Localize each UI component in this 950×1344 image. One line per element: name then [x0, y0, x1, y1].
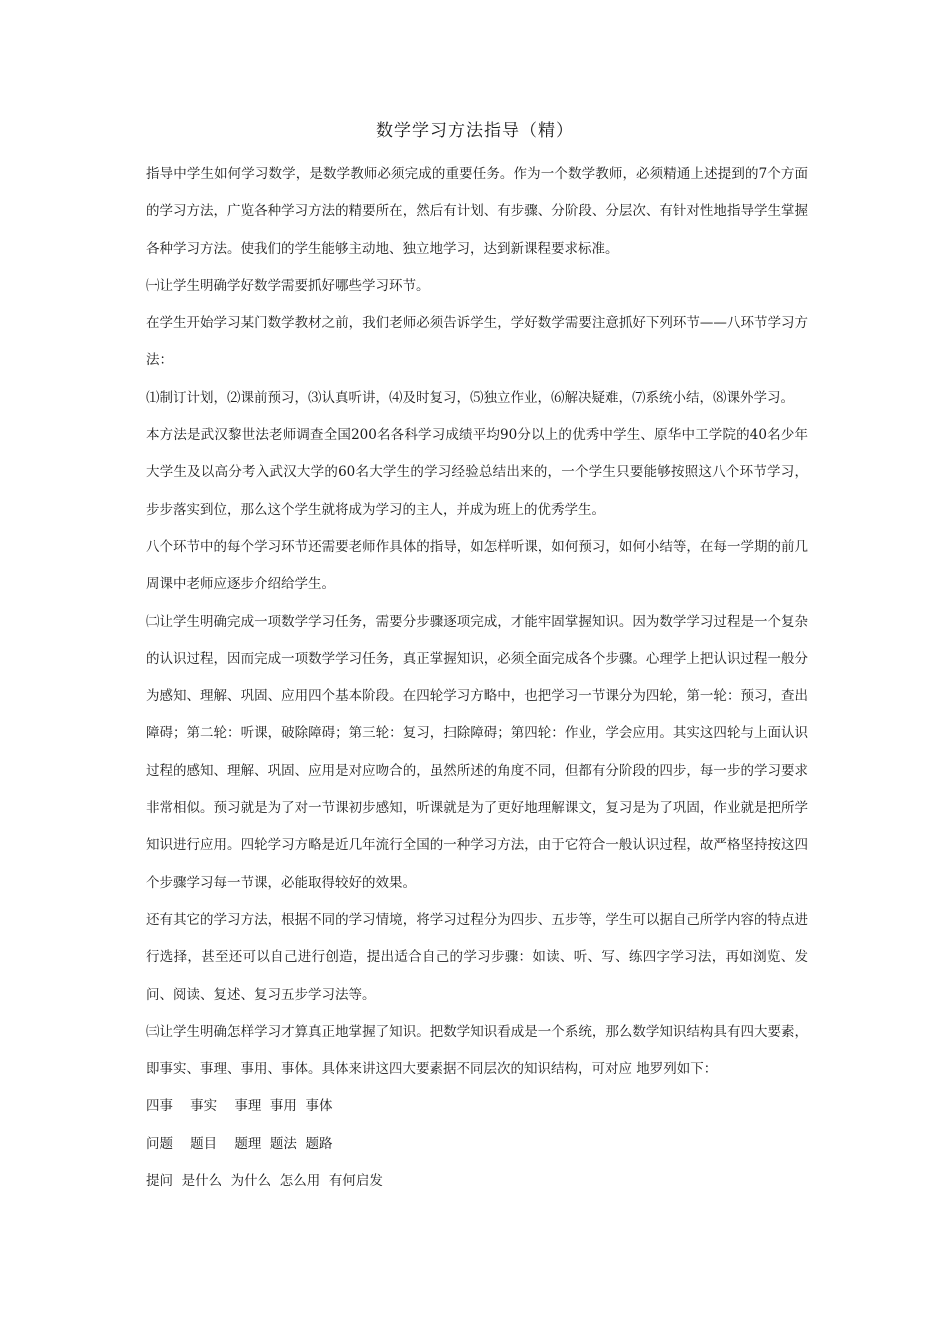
paragraph: ㈢让学生明确怎样学习才算真正地掌握了知识。把数学知识看成是一个系统，那么数学知识结构具有四大要素，即事实、事理、事用、事体。具体来讲这四大要素据不同层次的知识结构，可对应 地罗列如下： — [146, 1023, 808, 1078]
paragraph: 还有其它的学习方法，根据不同的学习情境，将学习过程分为四步、五步等，学生可以据自己所学内容的特点进行选择，甚至还可以自己进行创造，提出适合自己的学习步骤：如读、听、写、练四字学习法，再如浏览、发问、阅读、复述、复习五步学习法等。 — [146, 911, 808, 1003]
paragraph: ⑴制订计划，⑵课前预习，⑶认真听讲，⑷及时复习，⑸独立作业，⑹解决疑难，⑺系统小结，⑻课外学习。 — [146, 389, 794, 406]
table-row: 四事 事实 事理 事用 事体 — [146, 1098, 333, 1115]
document-body — [146, 156, 808, 1200]
table-row: 提问 是什么 为什么 怎么用 有何启发 — [146, 1173, 383, 1190]
paragraph: 在学生开始学习某门数学教材之前，我们老师必须告诉学生，学好数学需要注意抓好下列环节——八环节学习方法： — [146, 315, 808, 369]
paragraph: 本方法是武汉黎世法老师调查全国200名各科学习成绩平均90分以上的优秀中学生、原华中工学院的40名少年大学生及以高分考入武汉大学的60名大学生的学习经验总结出来的，一个学生只要能够按照这八个环节学习，步步落实到位，那么这个学生就将成为学习的主人，并成为班上的优秀学生。 — [146, 427, 808, 518]
paragraph: 八个环节中的每个学习环节还需要老师作具体的指导，如怎样听课，如何预习，如何小结等，在每一学期的前几周课中老师应逐步介绍给学生。 — [146, 538, 808, 593]
paragraph: ㈡让学生明确完成一项数学学习任务，需要分步骤逐项完成，才能牢固掌握知识。因为数学学习过程是一个复杂的认识过程，因而完成一项数学学习任务，真正掌握知识，必须全面完成各个步骤。心理学上把认识过程一般分为感知、理解、巩固、应用四个基本阶段。在四轮学习方略中，也把学习一节课分为四轮，第一轮：预习，查出障碍；第二轮：听课，破除障碍；第三轮：复习，扫除障碍；第四轮：作业，学会应用。其实这四轮与上面认识过程的感知、理解、巩固、应用是对应吻合的，虽然所述的角度不同，但都有分阶段的四步，每一步的学习要求非常相似。预习就是为了对一节课初步感知，听课就是为了更好地理解课文，复习是为了巩固，作业就是把所学知识进行应用。四轮学习方略是近几年流行全国的一种学习方法，由于它符合一般认识过程，故严格坚持按这四个步骤学习每一节课，必能取得较好的效果。 — [146, 613, 808, 891]
table-row: 问题 题目 题理 题法 题路 — [146, 1135, 333, 1152]
paragraph: ㈠让学生明确学好数学需要抓好哪些学习环节。 — [146, 277, 430, 294]
document-title: 数学学习方法指导（精） — [376, 121, 574, 141]
paragraph: 指导中学生如何学习数学，是数学教师必须完成的重要任务。作为一个数学教师，必须精通上述提到的7个方面的学习方法，广览各种学习方法的精要所在，然后有计划、有步骤、分阶段、分层次、有针对性地指导学生掌握各种学习方法。使我们的学生能够主动地、独立地学习，达到新课程要求标准。 — [146, 166, 808, 257]
